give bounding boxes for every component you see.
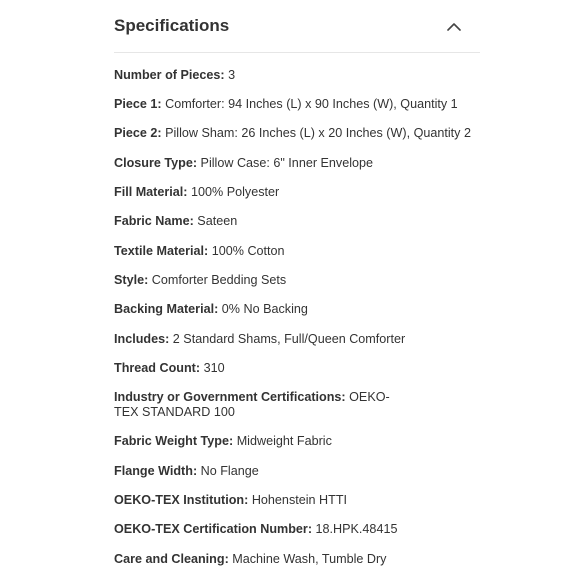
spec-value: No Flange [200, 464, 259, 478]
spec-value: 310 [203, 361, 225, 375]
spec-row [114, 493, 474, 508]
spec-value: 100% Cotton [211, 244, 285, 258]
spec-value: Sateen [197, 214, 238, 228]
spec-label: Fill Material: [114, 185, 188, 199]
spec-label: OEKO-TEX Certification Number: [114, 522, 313, 536]
spec-value: OEKO-TEX STANDARD 100 [114, 390, 390, 419]
spec-label: Fabric Weight Type: [114, 434, 234, 448]
spec-label: Number of Pieces: [114, 68, 225, 82]
spec-row [114, 390, 414, 420]
spec-label: Care and Cleaning: [114, 552, 229, 566]
spec-value: Machine Wash, Tumble Dry [232, 552, 387, 566]
spec-row [114, 156, 474, 171]
spec-row [114, 464, 474, 479]
spec-row [114, 522, 474, 537]
spec-label: Style: [114, 273, 149, 287]
spec-label: Includes: [114, 332, 170, 346]
spec-value: Midweight Fabric [236, 434, 332, 448]
spec-value: Pillow Case: 6" Inner Envelope [200, 156, 374, 170]
spec-value: Comforter Bedding Sets [151, 273, 287, 287]
spec-row [114, 434, 474, 449]
spec-label: Backing Material: [114, 302, 219, 316]
specifications-header[interactable] [114, 0, 480, 53]
spec-value: 100% Polyester [190, 185, 280, 199]
spec-value: 2 Standard Shams, Full/Queen Comforter [172, 332, 406, 346]
spec-row [114, 552, 474, 567]
spec-label: Piece 1: [114, 97, 162, 111]
specifications-panel [114, 0, 480, 566]
spec-row [114, 214, 474, 229]
spec-label: Flange Width: [114, 464, 198, 478]
chevron-up-icon [447, 22, 461, 31]
spec-label: Thread Count: [114, 361, 201, 375]
spec-row [114, 361, 474, 376]
spec-value: 3 [228, 68, 236, 82]
spec-label: Industry or Government Certifications: [114, 390, 346, 404]
spec-row [114, 68, 414, 83]
spec-value: 18.HPK.48415 [315, 522, 398, 536]
spec-label: Fabric Name: [114, 214, 194, 228]
spec-label: Piece 2: [114, 126, 162, 140]
spec-label: Closure Type: [114, 156, 198, 170]
spec-value: Hohenstein HTTI [251, 493, 348, 507]
spec-value: Comforter: 94 Inches (L) x 90 Inches (W), Quantity 1 [165, 97, 458, 111]
spec-value: Pillow Sham: 26 Inches (L) x 20 Inches (W), Quantity 2 [165, 126, 471, 140]
spec-row [114, 273, 474, 288]
spec-row [114, 332, 474, 347]
spec-value: 0% No Backing [221, 302, 308, 316]
collapse-button[interactable] [444, 16, 464, 36]
spec-row [114, 97, 474, 112]
spec-row [114, 185, 474, 200]
spec-row [114, 244, 474, 259]
spec-label: OEKO-TEX Institution: [114, 493, 249, 507]
spec-row [114, 126, 474, 141]
spec-label: Textile Material: [114, 244, 209, 258]
spec-row [114, 302, 474, 317]
section-title: Specifications [114, 16, 230, 35]
